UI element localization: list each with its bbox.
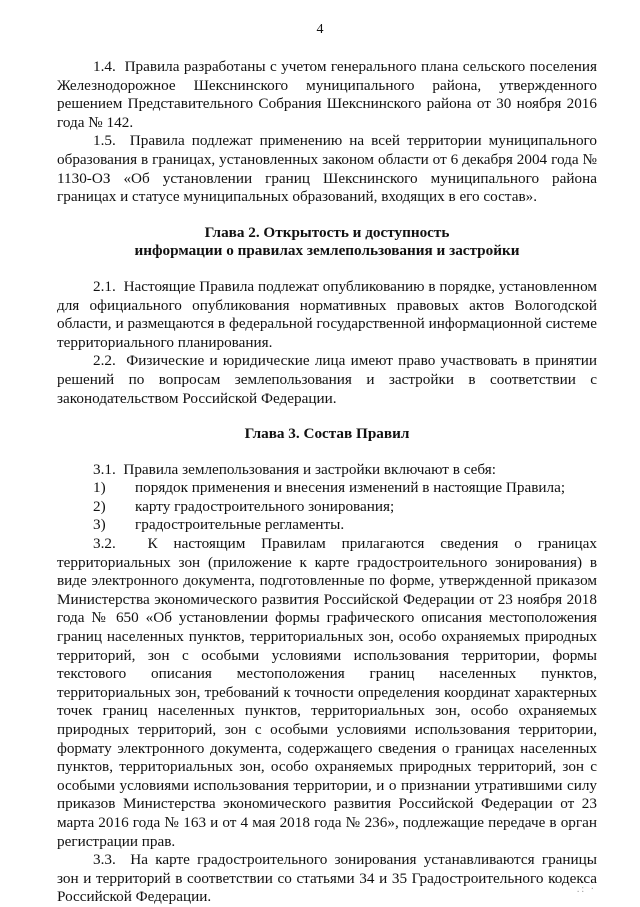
paragraph-3-1: 3.1. Правила землепользования и застройки включают в себя: — [93, 460, 496, 478]
paragraph-3-2: 3.2. К настоящим Правилам прилагаются сведения о границах территориальных зон (приложение к карте градостроительного зонирования) в виде электронного документа, подготовленные по форме, утвержденной приказом Министерства экономического развития Российской Федерации от 23 ноября 2018 года № 650 «Об установлении формы графического описания местоположения границ населенных пунктов, территориальных зон, особо охраняемых природных территорий, зон с особыми условиями использования территории, формы текстового описания местоположения границ населенных пунктов, территориальных зон, требований к точности определения координат характерных точек границ населенных пунктов, территориальных зон, особо охраняемых природных территорий, зон с особыми условиями использования территории, формату электронного документа, содержащего сведения о границах населенных пунктов, территориальных зон, особо охраняемых природных территорий, зон с особыми условиями использования территории, и о признании утратившими силу приказов Министерства экономического развития Российской Федерации от 23 марта 2016 года № 163 и от 4 мая 2018 года № 236», подлежащие передаче в орган регистрации прав. — [57, 535, 597, 850]
scan-corner-mark: .: · — [576, 884, 596, 895]
list-item — [57, 516, 597, 535]
list-item-number: 1) — [93, 479, 106, 497]
list-item-number: 3) — [93, 516, 106, 534]
chapter-3-heading: Глава 3. Состав Правил — [244, 425, 410, 443]
list-item-text: порядок применения и внесения изменений в настоящие Правила; — [135, 479, 566, 497]
page-number: 4 — [316, 22, 324, 37]
list-item-number: 2) — [93, 497, 106, 515]
paragraph-2-1: 2.1. Настоящие Правила подлежат опубликованию в порядке, установленном для официального опубликования нормативных правовых актов Вологодской области, и размещаются в федеральной государственной информационной системе территориального планирования. — [57, 277, 597, 351]
chapter-2-heading-line-1: Глава 2. Открытость и доступность — [204, 223, 450, 241]
paragraph-1-4: 1.4. Правила разработаны с учетом генерального плана сельского поселения Железнодорожное Шекснинского муниципального района, утвержденного решением Представительного Собрания Шекснинского района от 30 ноября 2016 года № 142. — [57, 58, 597, 131]
list-item-text: градостроительные регламенты. — [135, 516, 345, 534]
paragraph-1-5: 1.5. Правила подлежат применению на всей территории муниципального образования в границах, установленных законом области от 6 декабря 2004 года № 1130-ОЗ «Об установлении границ Шекснинского муниципального района границах и статусе муниципальных образований, входящих в его состав». — [57, 132, 597, 206]
list-item — [57, 498, 597, 517]
list-item-text: карту градостроительного зонирования; — [135, 497, 395, 515]
paragraph-3-3: 3.3. На карте градостроительного зонирования устанавливаются границы зон и территорий в соответствии со статьями 34 и 35 Градостроительного кодекса Российской Федерации. — [57, 851, 597, 906]
chapter-2-heading-line-2: информации о правилах землепользования и застройки — [134, 242, 520, 260]
list-item — [57, 479, 597, 498]
paragraph-2-2: 2.2. Физические и юридические лица имеют право участвовать в принятии решений по вопросам землепользования и застройки в соответствии с законодательством Российской Федерации. — [57, 352, 597, 407]
document-body — [57, 58, 597, 907]
